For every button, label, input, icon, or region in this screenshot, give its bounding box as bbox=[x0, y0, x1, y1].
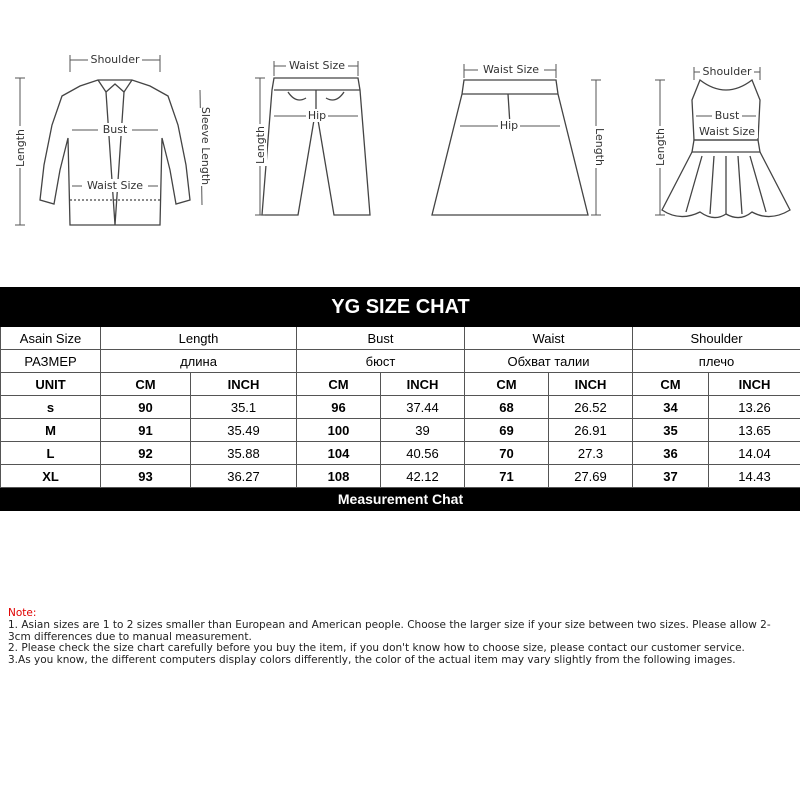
waist-header-en: Waist bbox=[465, 327, 633, 350]
bust-cm-cell: 96 bbox=[297, 396, 381, 419]
unit-label: UNIT bbox=[1, 373, 101, 396]
waist-inch-header: INCH bbox=[549, 373, 633, 396]
length-cm-cell: 90 bbox=[101, 396, 191, 419]
length-inch-cell: 35.49 bbox=[191, 419, 297, 442]
table-title: YG SIZE CHAT bbox=[1, 288, 800, 327]
shoulder-inch-cell: 14.04 bbox=[709, 442, 800, 465]
length-header-en: Length bbox=[101, 327, 297, 350]
length-inch-cell: 35.1 bbox=[191, 396, 297, 419]
waist-inch-cell: 26.91 bbox=[549, 419, 633, 442]
bust-inch-cell: 39 bbox=[381, 419, 465, 442]
skirt-length-label: Length bbox=[593, 128, 606, 166]
skirt-drawing bbox=[420, 0, 620, 240]
bust-header-en: Bust bbox=[297, 327, 465, 350]
notes-section bbox=[8, 608, 792, 667]
pants-waist-label: Waist Size bbox=[288, 59, 346, 72]
size-chart-table bbox=[0, 287, 800, 511]
length-cm-cell: 93 bbox=[101, 465, 191, 488]
waist-cm-cell: 68 bbox=[465, 396, 549, 419]
shoulder-cm-cell: 34 bbox=[633, 396, 709, 419]
waist-cm-cell: 69 bbox=[465, 419, 549, 442]
shirt-diagram bbox=[10, 0, 225, 240]
length-inch-cell: 35.88 bbox=[191, 442, 297, 465]
bust-header-ru: бюст bbox=[297, 350, 465, 373]
shirt-sleeve-label: Sleeve Length bbox=[199, 106, 212, 186]
size-cell: s bbox=[1, 396, 101, 419]
length-inch-cell: 36.27 bbox=[191, 465, 297, 488]
waist-cm-header: CM bbox=[465, 373, 549, 396]
waist-header-ru: Обхват талии bbox=[465, 350, 633, 373]
shoulder-cm-cell: 35 bbox=[633, 419, 709, 442]
skirt-hip-label: Hip bbox=[499, 119, 519, 132]
note-item: 3.As you know, the different computers display colors differently, the color of the actual item may vary slightly from the following images. bbox=[8, 654, 736, 667]
garment-illustrations bbox=[0, 0, 800, 260]
length-cm-cell: 91 bbox=[101, 419, 191, 442]
bust-inch-header: INCH bbox=[381, 373, 465, 396]
table-row bbox=[1, 419, 800, 442]
shoulder-inch-cell: 13.26 bbox=[709, 396, 800, 419]
pants-hip-label: Hip bbox=[307, 109, 327, 122]
shirt-waist-label: Waist Size bbox=[86, 179, 144, 192]
waist-inch-cell: 26.52 bbox=[549, 396, 633, 419]
table-footer: Measurement Chat bbox=[1, 488, 800, 511]
dress-bust-label: Bust bbox=[714, 109, 740, 122]
shoulder-header-en: Shoulder bbox=[633, 327, 800, 350]
shoulder-header-ru: плечо bbox=[633, 350, 800, 373]
dress-diagram bbox=[640, 0, 800, 240]
dress-length-label: Length bbox=[654, 128, 667, 166]
dress-waist-label: Waist Size bbox=[698, 125, 756, 138]
bust-inch-cell: 40.56 bbox=[381, 442, 465, 465]
shoulder-inch-cell: 14.43 bbox=[709, 465, 800, 488]
length-header-ru: длина bbox=[101, 350, 297, 373]
table-row bbox=[1, 396, 800, 419]
pants-length-label: Length bbox=[254, 126, 267, 164]
shoulder-cm-cell: 37 bbox=[633, 465, 709, 488]
size-cell: XL bbox=[1, 465, 101, 488]
shirt-drawing bbox=[10, 0, 225, 240]
bust-cm-cell: 100 bbox=[297, 419, 381, 442]
bust-inch-cell: 37.44 bbox=[381, 396, 465, 419]
waist-inch-cell: 27.69 bbox=[549, 465, 633, 488]
skirt-diagram bbox=[420, 0, 620, 240]
skirt-waist-label: Waist Size bbox=[482, 63, 540, 76]
bust-cm-header: CM bbox=[297, 373, 381, 396]
shoulder-cm-header: CM bbox=[633, 373, 709, 396]
size-header-ru: РАЗМЕР bbox=[1, 350, 101, 373]
size-header-en: Asain Size bbox=[1, 327, 101, 350]
bust-cm-cell: 108 bbox=[297, 465, 381, 488]
size-cell: L bbox=[1, 442, 101, 465]
length-inch-header: INCH bbox=[191, 373, 297, 396]
shoulder-inch-cell: 13.65 bbox=[709, 419, 800, 442]
notes-title: Note: bbox=[8, 607, 37, 619]
size-cell: M bbox=[1, 419, 101, 442]
table-row bbox=[1, 465, 800, 488]
dress-shoulder-label: Shoulder bbox=[702, 65, 752, 78]
waist-inch-cell: 27.3 bbox=[549, 442, 633, 465]
length-cm-header: CM bbox=[101, 373, 191, 396]
shirt-length-label: Length bbox=[14, 129, 27, 167]
waist-cm-cell: 71 bbox=[465, 465, 549, 488]
bust-inch-cell: 42.12 bbox=[381, 465, 465, 488]
shirt-bust-label: Bust bbox=[102, 123, 128, 136]
shoulder-cm-cell: 36 bbox=[633, 442, 709, 465]
note-item: 2. Please check the size chart carefully before you buy the item, if you don't know how to choose size, please contact our customer service. bbox=[8, 642, 745, 655]
shirt-shoulder-label: Shoulder bbox=[90, 53, 140, 66]
waist-cm-cell: 70 bbox=[465, 442, 549, 465]
dress-drawing bbox=[640, 0, 800, 240]
length-cm-cell: 92 bbox=[101, 442, 191, 465]
bust-cm-cell: 104 bbox=[297, 442, 381, 465]
shoulder-inch-header: INCH bbox=[709, 373, 800, 396]
pants-drawing bbox=[240, 0, 380, 240]
pants-diagram bbox=[240, 0, 380, 240]
note-item: 1. Asian sizes are 1 to 2 sizes smaller than European and American people. Choose the larger size if your size between two sizes. Please allow 2-3cm differences due to manual measurement. bbox=[8, 618, 771, 643]
table-row bbox=[1, 442, 800, 465]
